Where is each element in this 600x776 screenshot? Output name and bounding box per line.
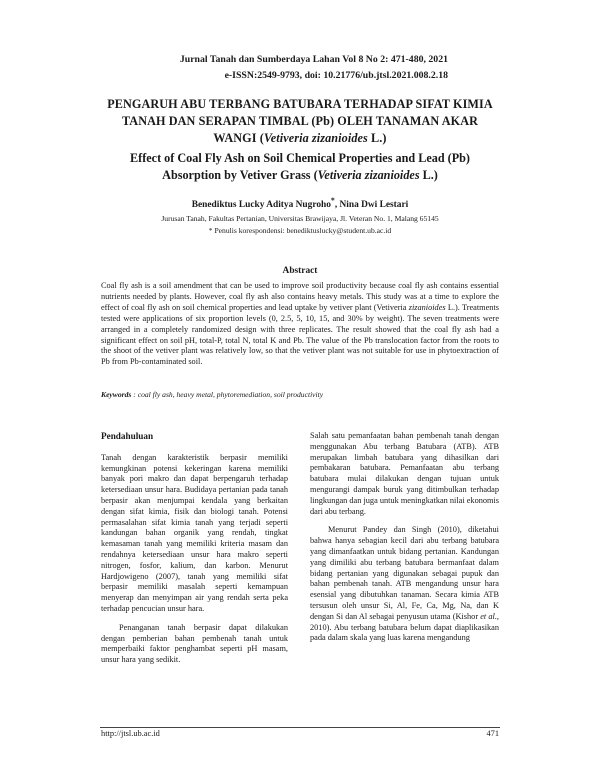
correspondence-email: * Penulis korespondensi: benediktuslucky@student.ub.ac.id [208,226,392,235]
column-right [310,431,499,652]
paragraph: Tanah dengan karakteristik berpasir memiliki kemungkinan potensi kekeringan karena memiliki banyak pori makro dan dapat berpengaruh terhadap ketersediaan unsur hara. Budidaya pertanian pada tanah berpasir akan menjumpai kendala yang berkaitan dengan sifat kimia, fisik dan biologi tanah. Potensi permasalahan sifat kimia tanah yang terjadi seperti kandungan bahan organik yang rendah, tingkat kemasaman tanah yang memiliki kriteria masam dan rendahnya ketersediaan unsur hara makro seperti nitrogen, fosfor, kalium, dan karbon. Menurut Hardjowigeno (2007), tanah yang memiliki sifat berpasir memiliki masalah seperti kemampuan menyerap dan menyimpan air yang rendah serta peka terhadap pencucian unsur hara. [101,452,288,613]
section-heading: Pendahuluan [101,431,154,441]
affiliation-block [100,213,500,237]
keywords-text: : coal fly ash, heavy metal, phytoremediation, soil productivity [131,390,324,399]
corresponding-mark: * [330,196,335,205]
citation-etal: et al. [480,611,497,621]
title-english [100,150,500,184]
paragraph-part: Menurut Pandey dan Singh (2010), diketahui bahwa hanya sebagian kecil dari abu terbang batubara yang dimanfaatkan untuk bidang pertanian. Kandungan yang dimiliki abu terbang batubara bermanfaat dalam bidang pertanian yang digunakan sebagai pupuk dan bahan pembenah tanah. ATB mengandung unsur hara esensial yang dibutuhkan tanaman. Secara kimia ATB tersusun oleh unsur Si, Al, Fe, Ca, Mg, Na, dan K dengan Si dan Al sebagai penyusun utama (Kishor [310,525,499,621]
abstract-heading: Abstract [282,266,318,276]
title-en-main: Effect of Coal Fly Ash on Soil Chemical Properties and Lead (Pb) Absorption by Vetiver Grass ( [130,151,470,182]
footer-divider [100,727,500,728]
title-en-species: Vetiveria zizanioides [317,168,420,182]
title-id-main: PENGARUH ABU TERBANG BATUBARA TERHADAP SIFAT KIMIA TANAH DAN SERAPAN TIMBAL (Pb) OLEH TANAMAN AKAR WANGI ( [107,97,493,145]
author-name-2: , Nina Dwi Lestari [334,200,409,211]
abstract-text [101,281,499,368]
column-left [101,431,288,674]
keywords-label: Keywords [101,390,132,399]
title-en-end: L.) [419,168,438,182]
paragraph-part: , 2010). Abu terbang batubara belum dapat diaplikasikan pada dalam skala yang luas karena mengandung [310,611,499,643]
author-list [100,196,500,210]
title-id-species: Vetiveria zizanioides [263,131,368,145]
journal-citation: Jurnal Tanah dan Sumberdaya Lahan Vol 8 No 2: 471-480, 2021 [179,54,448,65]
title-id-end: L.) [367,131,387,145]
paragraph [310,525,499,644]
author-name-1: Benediktus Lucky Aditya Nugroho [191,200,331,211]
title-indonesian [100,96,500,147]
abstract-text-part-2: L.). Treatments tested were applications of six proportion levels (0, 2.5, 5, 10, 15, and 30% by weight). The seven treatments were arranged in a completely randomized design with three replicates. The result showed that the coal fly ash had a significant effect on soil pH, total-P, total N, total K and Pb. The value of the Pb translocation factor from the roots to the shoot of the vetiver plant was relatively low, so that the vetiver plant was not suitable for use in phytoextraction of Pb from Pb-contaminated soil. [101,302,499,367]
keywords [101,390,323,399]
paragraph: Penanganan tanah berpasir dapat dilakukan dengan pemberian bahan pembenah tanah untuk memperbaiki faktor penghambat seperti pH masam, unsur hara yang sedikit. [101,622,288,665]
paragraph: Salah satu pemanfaatan bahan pembenah tanah dengan menggunakan Abu terbang Batubara (ATB). ATB merupakan limbah batubara yang dihasilkan dari pembakaran batubara. Pemanfaatan abu terbang batubara mulai dilakukan dengan tujuan untuk mengurangi dampak buruk yang ditimbulkan terhadap lingkungan dan juga untuk meningkatkan nilai ekonomis dari abu terbang. [310,431,499,516]
footer-url[interactable]: http://jtsl.ub.ac.id [101,729,160,738]
affiliation: Jurusan Tanah, Fakultas Pertanian, Universitas Brawijaya, Jl. Veteran No. 1, Malang 65145 [161,214,439,223]
abstract-species-italic: zizanioides [408,302,446,312]
abstract-text-part-1: Coal fly ash is a soil amendment that can be used to improve soil productivity because coal fly ash contains essential nutrients needed by plants. However, coal fly ash also contains heavy metals. This study was at a time to explore the effect of coal fly ash on soil chemical properties and lead uptake by vetiver plant (Vetiveria [101,281,499,312]
journal-header [180,52,448,84]
journal-issn-doi: e-ISSN:2549-9793, doi: 10.21776/ub.jtsl.2021.008.2.18 [224,70,448,81]
page-number: 471 [486,729,499,738]
